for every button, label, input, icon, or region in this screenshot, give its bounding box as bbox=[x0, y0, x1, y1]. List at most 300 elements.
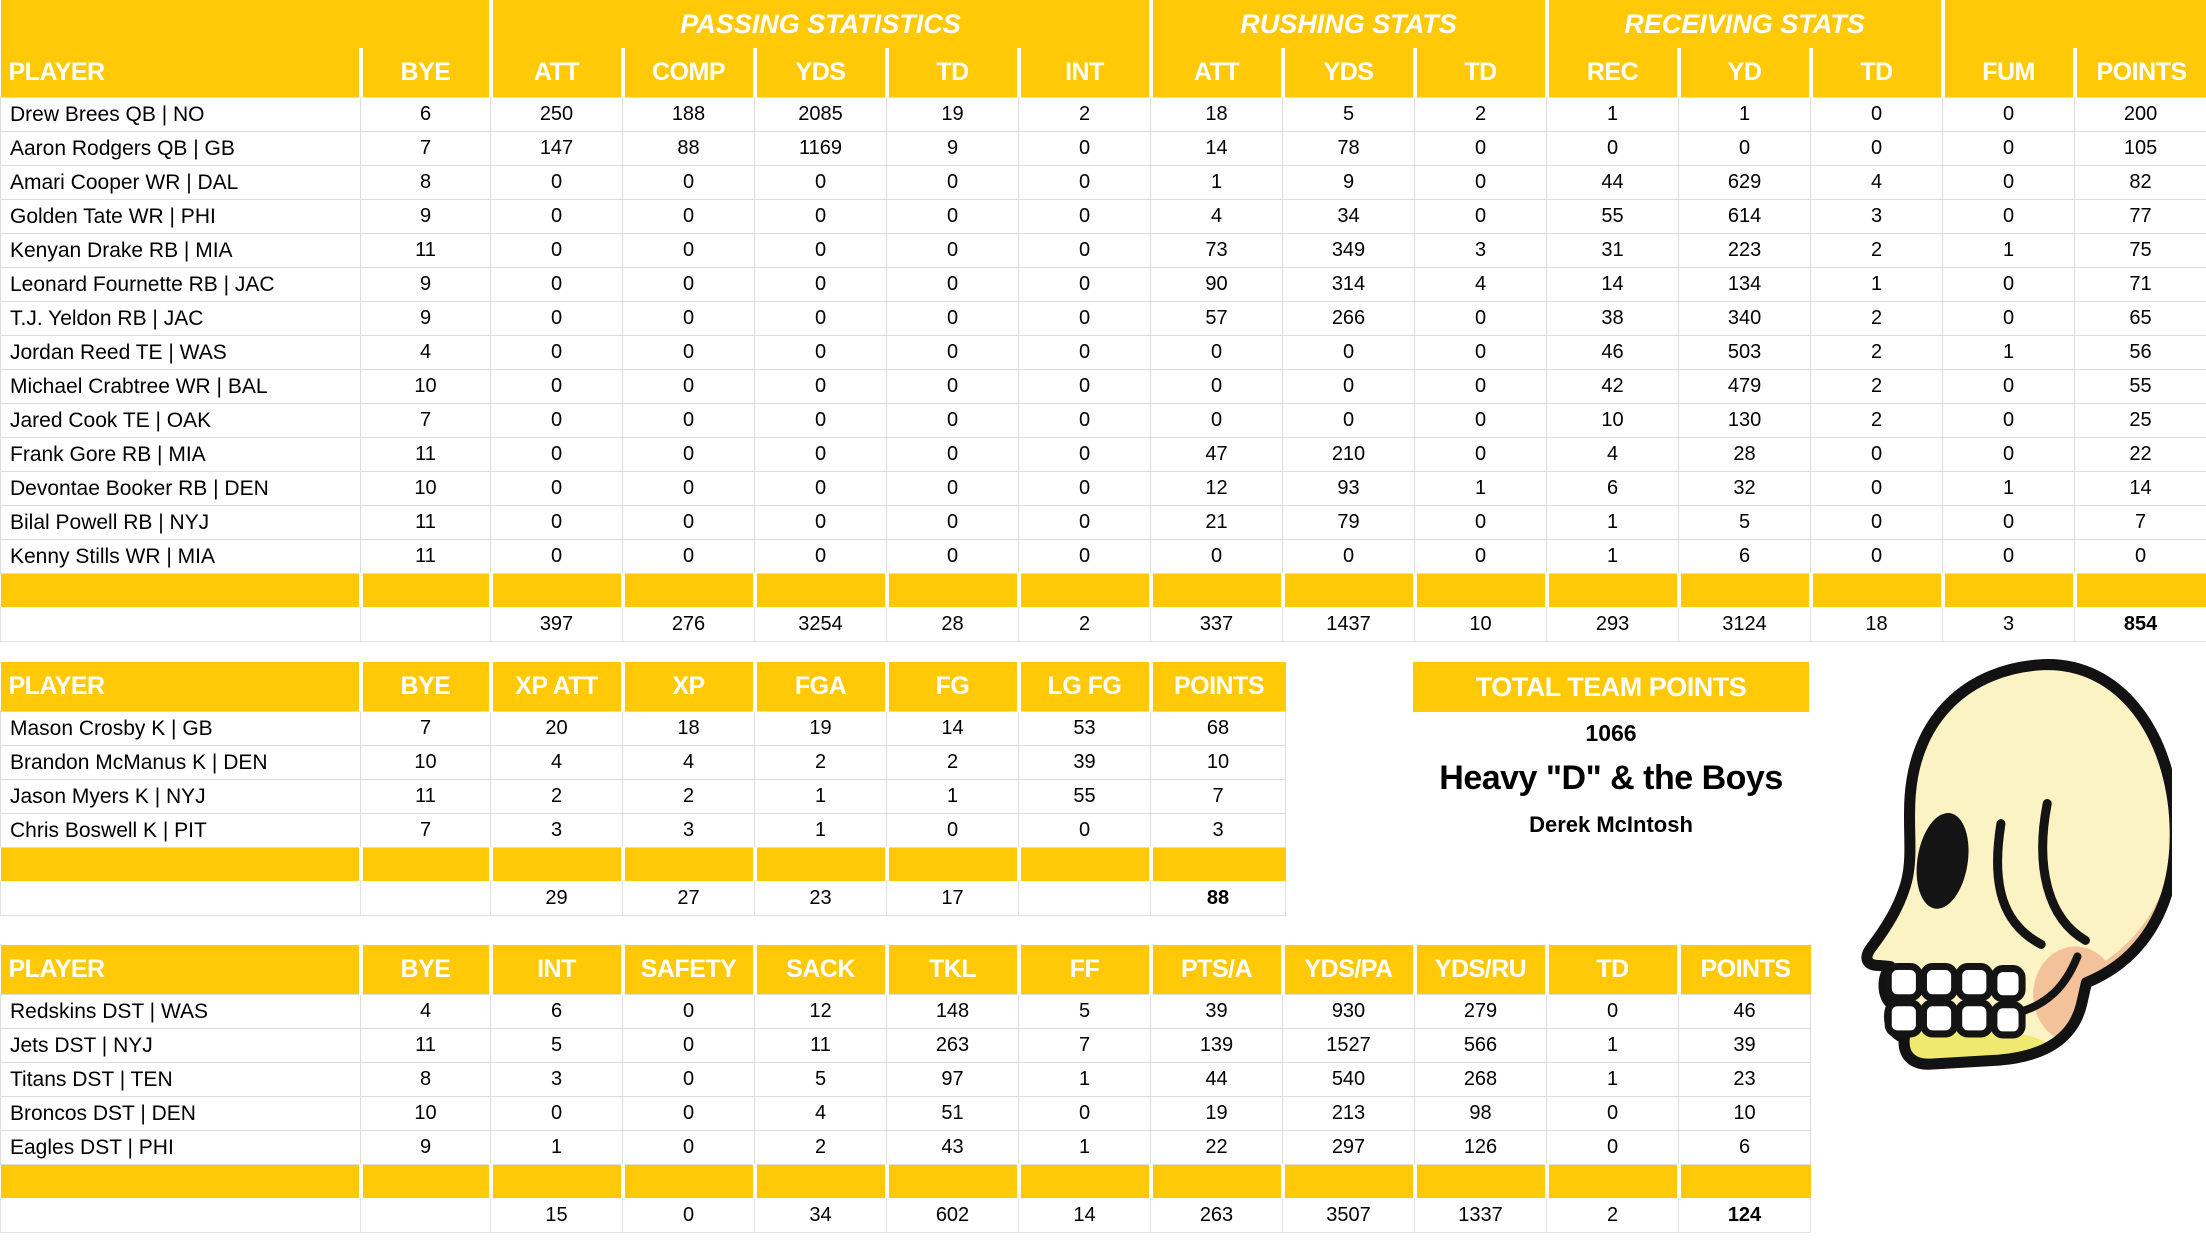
stat-cell: 349 bbox=[1283, 234, 1415, 268]
stat-cell: 23 bbox=[1679, 1063, 1811, 1097]
stat-cell: 4 bbox=[1811, 166, 1943, 200]
stat-cell: 10 bbox=[361, 472, 491, 506]
total-cell: 88 bbox=[1151, 881, 1286, 916]
stat-cell: 71 bbox=[2075, 268, 2206, 302]
spacer-cell bbox=[2075, 574, 2206, 608]
stat-cell: 14 bbox=[887, 712, 1019, 746]
column-header-fga: FGA bbox=[755, 662, 887, 712]
stat-cell: 2 bbox=[755, 1131, 887, 1165]
stat-cell: 1 bbox=[755, 780, 887, 814]
stat-cell: 90 bbox=[1151, 268, 1283, 302]
spacer-cell bbox=[361, 848, 491, 882]
stat-cell: 0 bbox=[1547, 1097, 1679, 1131]
stat-cell: 0 bbox=[623, 540, 755, 574]
table-row bbox=[1, 234, 2206, 268]
player-cell: Golden Tate WR | PHI bbox=[1, 200, 361, 234]
stat-cell: 5 bbox=[1283, 98, 1415, 132]
column-header-row bbox=[1, 48, 2206, 98]
stat-cell: 1 bbox=[491, 1131, 623, 1165]
stat-cell: 540 bbox=[1283, 1063, 1415, 1097]
stat-cell: 0 bbox=[755, 234, 887, 268]
player-cell: Jared Cook TE | OAK bbox=[1, 404, 361, 438]
spacer-cell bbox=[623, 1165, 755, 1199]
stat-cell: 1 bbox=[887, 780, 1019, 814]
stat-cell: 0 bbox=[1811, 98, 1943, 132]
stat-cell: 0 bbox=[623, 404, 755, 438]
kicker-stats-table bbox=[0, 662, 1286, 916]
total-team-points-value: 1066 bbox=[1585, 720, 1637, 746]
column-header-points: POINTS bbox=[1151, 662, 1286, 712]
column-header-rush-td: TD bbox=[1415, 48, 1547, 98]
table-row bbox=[1, 336, 2206, 370]
stat-cell: 503 bbox=[1679, 336, 1811, 370]
stat-cell: 0 bbox=[491, 438, 623, 472]
stat-cell: 0 bbox=[755, 472, 887, 506]
stat-cell: 0 bbox=[1811, 132, 1943, 166]
stat-cell: 9 bbox=[361, 1131, 491, 1165]
column-header-pass-td: TD bbox=[887, 48, 1019, 98]
stat-cell: 78 bbox=[1283, 132, 1415, 166]
stat-cell: 1 bbox=[1547, 1029, 1679, 1063]
stat-cell: 314 bbox=[1283, 268, 1415, 302]
stat-cell: 0 bbox=[1943, 132, 2075, 166]
column-header-sack: SACK bbox=[755, 945, 887, 995]
total-cell: 1437 bbox=[1283, 607, 1415, 642]
stat-cell: 200 bbox=[2075, 98, 2206, 132]
player-cell: T.J. Yeldon RB | JAC bbox=[1, 302, 361, 336]
stat-cell: 0 bbox=[1019, 200, 1151, 234]
total-cell: 14 bbox=[1019, 1198, 1151, 1233]
total-cell: 3 bbox=[1943, 607, 2075, 642]
stat-cell: 53 bbox=[1019, 712, 1151, 746]
stat-cell: 28 bbox=[1679, 438, 1811, 472]
stat-cell: 25 bbox=[2075, 404, 2206, 438]
column-header-player: PLAYER bbox=[1, 945, 361, 995]
total-cell: 29 bbox=[491, 881, 623, 916]
column-header-rush-yds: YDS bbox=[1283, 48, 1415, 98]
stat-cell: 1 bbox=[1547, 506, 1679, 540]
stat-cell: 0 bbox=[755, 200, 887, 234]
stat-cell: 0 bbox=[1019, 438, 1151, 472]
stat-cell: 0 bbox=[623, 336, 755, 370]
stat-cell: 0 bbox=[491, 404, 623, 438]
stat-cell: 9 bbox=[361, 302, 491, 336]
stat-cell: 0 bbox=[887, 336, 1019, 370]
player-cell: Mason Crosby K | GB bbox=[1, 712, 361, 746]
stat-cell: 3 bbox=[1811, 200, 1943, 234]
total-blank-cell bbox=[1, 607, 361, 642]
stat-cell: 0 bbox=[1811, 506, 1943, 540]
stat-cell: 3 bbox=[491, 814, 623, 848]
spacer-cell bbox=[1283, 574, 1415, 608]
stat-cell: 2 bbox=[755, 746, 887, 780]
stat-cell: 223 bbox=[1679, 234, 1811, 268]
column-header-row bbox=[1, 662, 1286, 712]
spacer-cell bbox=[1151, 574, 1283, 608]
total-cell: 0 bbox=[623, 1198, 755, 1233]
table-row bbox=[1, 1131, 1811, 1165]
stat-cell: 148 bbox=[887, 995, 1019, 1029]
stat-cell: 1 bbox=[1547, 540, 1679, 574]
stat-cell: 4 bbox=[1547, 438, 1679, 472]
stat-cell: 1 bbox=[1679, 98, 1811, 132]
stat-cell: 0 bbox=[1943, 438, 2075, 472]
stat-cell: 55 bbox=[1547, 200, 1679, 234]
stat-cell: 0 bbox=[1415, 132, 1547, 166]
stat-cell: 0 bbox=[1151, 370, 1283, 404]
player-cell: Bilal Powell RB | NYJ bbox=[1, 506, 361, 540]
stat-cell: 0 bbox=[1283, 336, 1415, 370]
column-header-bye: BYE bbox=[361, 945, 491, 995]
stat-cell: 9 bbox=[361, 200, 491, 234]
total-cell: 17 bbox=[887, 881, 1019, 916]
total-cell: 3507 bbox=[1283, 1198, 1415, 1233]
stat-cell: 0 bbox=[1019, 814, 1151, 848]
stat-cell: 268 bbox=[1415, 1063, 1547, 1097]
stat-cell: 93 bbox=[1283, 472, 1415, 506]
stat-cell: 2 bbox=[1811, 404, 1943, 438]
stat-cell: 2 bbox=[491, 780, 623, 814]
stat-cell: 0 bbox=[887, 200, 1019, 234]
stat-cell: 105 bbox=[2075, 132, 2206, 166]
total-cell bbox=[361, 607, 491, 642]
column-header-td: TD bbox=[1547, 945, 1679, 995]
table-row bbox=[1, 1097, 1811, 1131]
stat-cell: 479 bbox=[1679, 370, 1811, 404]
dst-stats-table bbox=[0, 945, 1811, 1233]
column-header-points: POINTS bbox=[2075, 48, 2206, 98]
stat-cell: 14 bbox=[1547, 268, 1679, 302]
stat-cell: 11 bbox=[361, 780, 491, 814]
stat-cell: 0 bbox=[623, 370, 755, 404]
stat-cell: 0 bbox=[1811, 540, 1943, 574]
stat-cell: 6 bbox=[1679, 1131, 1811, 1165]
column-header-xp-att: XP ATT bbox=[491, 662, 623, 712]
stat-cell: 21 bbox=[1151, 506, 1283, 540]
table-row bbox=[1, 995, 1811, 1029]
stat-cell: 10 bbox=[1151, 746, 1286, 780]
stat-cell: 0 bbox=[1415, 370, 1547, 404]
stat-cell: 0 bbox=[887, 404, 1019, 438]
column-header-ff: FF bbox=[1019, 945, 1151, 995]
spacer-cell bbox=[887, 1165, 1019, 1199]
table-row bbox=[1, 200, 2206, 234]
player-cell: Amari Cooper WR | DAL bbox=[1, 166, 361, 200]
column-header-int: INT bbox=[1019, 48, 1151, 98]
section-header-row bbox=[1, 0, 2206, 48]
stat-cell: 1169 bbox=[755, 132, 887, 166]
column-header-bye: BYE bbox=[361, 48, 491, 98]
stat-cell: 0 bbox=[1415, 336, 1547, 370]
spacer-cell bbox=[361, 574, 491, 608]
stat-cell: 0 bbox=[623, 1063, 755, 1097]
table-row bbox=[1, 438, 2206, 472]
stat-cell: 10 bbox=[1547, 404, 1679, 438]
stat-cell: 0 bbox=[1679, 132, 1811, 166]
stat-cell: 65 bbox=[2075, 302, 2206, 336]
stat-cell: 0 bbox=[887, 472, 1019, 506]
stat-cell: 39 bbox=[1151, 995, 1283, 1029]
stat-cell: 0 bbox=[1019, 506, 1151, 540]
stat-cell: 39 bbox=[1019, 746, 1151, 780]
spacer-cell bbox=[1679, 574, 1811, 608]
spacer-cell bbox=[755, 1165, 887, 1199]
stat-cell: 0 bbox=[1943, 302, 2075, 336]
stat-cell: 73 bbox=[1151, 234, 1283, 268]
stat-cell: 1 bbox=[1019, 1131, 1151, 1165]
player-cell: Leonard Fournette RB | JAC bbox=[1, 268, 361, 302]
stat-cell: 38 bbox=[1547, 302, 1679, 336]
stat-cell: 22 bbox=[1151, 1131, 1283, 1165]
player-cell: Devontae Booker RB | DEN bbox=[1, 472, 361, 506]
stat-cell: 4 bbox=[491, 746, 623, 780]
stat-cell: 0 bbox=[755, 540, 887, 574]
stat-cell: 0 bbox=[1415, 506, 1547, 540]
skull-image bbox=[1850, 652, 2172, 1110]
spacer-cell bbox=[1, 848, 361, 882]
stat-cell: 0 bbox=[1283, 404, 1415, 438]
column-header-points: POINTS bbox=[1679, 945, 1811, 995]
table-row bbox=[1, 98, 2206, 132]
stat-cell: 130 bbox=[1679, 404, 1811, 438]
stat-cell: 0 bbox=[887, 506, 1019, 540]
stat-cell: 250 bbox=[491, 98, 623, 132]
stat-cell: 4 bbox=[1151, 200, 1283, 234]
table-row bbox=[1, 370, 2206, 404]
total-cell: 2 bbox=[1019, 607, 1151, 642]
stat-cell: 0 bbox=[887, 234, 1019, 268]
stat-cell: 0 bbox=[1811, 438, 1943, 472]
stat-cell: 77 bbox=[2075, 200, 2206, 234]
section-blank bbox=[1, 0, 491, 48]
total-cell: 854 bbox=[2075, 607, 2206, 642]
table-row bbox=[1, 268, 2206, 302]
table-row bbox=[1, 1063, 1811, 1097]
spacer-cell bbox=[1811, 574, 1943, 608]
stat-cell: 5 bbox=[1019, 995, 1151, 1029]
stat-cell: 0 bbox=[491, 166, 623, 200]
stat-cell: 134 bbox=[1679, 268, 1811, 302]
stat-cell: 10 bbox=[361, 370, 491, 404]
spacer-cell bbox=[1151, 848, 1286, 882]
stat-cell: 0 bbox=[755, 336, 887, 370]
stat-cell: 19 bbox=[887, 98, 1019, 132]
column-header-safety: SAFETY bbox=[623, 945, 755, 995]
stat-cell: 0 bbox=[1019, 132, 1151, 166]
stat-cell: 20 bbox=[491, 712, 623, 746]
table-row bbox=[1, 132, 2206, 166]
spacer-cell bbox=[1151, 1165, 1283, 1199]
spacer-cell bbox=[1019, 1165, 1151, 1199]
stat-cell: 0 bbox=[1151, 404, 1283, 438]
stat-cell: 0 bbox=[1019, 336, 1151, 370]
column-header-rec-td: TD bbox=[1811, 48, 1943, 98]
stat-cell: 0 bbox=[623, 166, 755, 200]
stat-cell: 0 bbox=[1415, 404, 1547, 438]
table-row bbox=[1, 506, 2206, 540]
stat-cell: 4 bbox=[1415, 268, 1547, 302]
stat-cell: 0 bbox=[1151, 336, 1283, 370]
stat-cell: 0 bbox=[1283, 370, 1415, 404]
total-cell: 18 bbox=[1811, 607, 1943, 642]
column-header-yds-ru: YDS/RU bbox=[1415, 945, 1547, 995]
skull-icon bbox=[1850, 652, 2172, 1110]
stat-cell: 0 bbox=[1019, 234, 1151, 268]
column-header-row bbox=[1, 945, 1811, 995]
player-cell: Redskins DST | WAS bbox=[1, 995, 361, 1029]
stat-cell: 213 bbox=[1283, 1097, 1415, 1131]
stat-cell: 9 bbox=[887, 132, 1019, 166]
stat-cell: 9 bbox=[1283, 166, 1415, 200]
total-cell: 276 bbox=[623, 607, 755, 642]
spacer-cell bbox=[755, 574, 887, 608]
stat-cell: 42 bbox=[1547, 370, 1679, 404]
stat-cell: 3 bbox=[491, 1063, 623, 1097]
table-row bbox=[1, 540, 2206, 574]
player-cell: Drew Brees QB | NO bbox=[1, 98, 361, 132]
stat-cell: 12 bbox=[1151, 472, 1283, 506]
stat-cell: 1 bbox=[755, 814, 887, 848]
stat-cell: 22 bbox=[2075, 438, 2206, 472]
stat-cell: 0 bbox=[887, 370, 1019, 404]
stat-cell: 0 bbox=[1019, 166, 1151, 200]
spacer-cell bbox=[1, 1165, 361, 1199]
stat-cell: 7 bbox=[2075, 506, 2206, 540]
total-cell: 602 bbox=[887, 1198, 1019, 1233]
stat-cell: 0 bbox=[755, 268, 887, 302]
column-header-rush-att: ATT bbox=[1151, 48, 1283, 98]
stat-cell: 46 bbox=[1547, 336, 1679, 370]
stat-cell: 43 bbox=[887, 1131, 1019, 1165]
stat-cell: 0 bbox=[1019, 268, 1151, 302]
stat-cell: 2 bbox=[623, 780, 755, 814]
total-cell: 263 bbox=[1151, 1198, 1283, 1233]
column-header-int: INT bbox=[491, 945, 623, 995]
table-row bbox=[1, 780, 1286, 814]
stat-cell: 14 bbox=[1151, 132, 1283, 166]
spacer-row bbox=[1, 574, 2206, 608]
spacer-cell bbox=[1415, 574, 1547, 608]
stat-cell: 19 bbox=[1151, 1097, 1283, 1131]
totals-row bbox=[1, 607, 2206, 642]
stat-cell: 0 bbox=[1415, 166, 1547, 200]
player-cell: Frank Gore RB | MIA bbox=[1, 438, 361, 472]
stat-cell: 0 bbox=[755, 404, 887, 438]
spacer-cell bbox=[491, 574, 623, 608]
table-row bbox=[1, 746, 1286, 780]
stat-cell: 266 bbox=[1283, 302, 1415, 336]
table-row bbox=[1, 404, 2206, 438]
stat-cell: 2 bbox=[887, 746, 1019, 780]
stat-cell: 0 bbox=[491, 370, 623, 404]
total-cell bbox=[361, 1198, 491, 1233]
stat-cell: 5 bbox=[491, 1029, 623, 1063]
stat-cell: 188 bbox=[623, 98, 755, 132]
stat-cell: 0 bbox=[1019, 1097, 1151, 1131]
stat-cell: 6 bbox=[1547, 472, 1679, 506]
player-cell: Kenyan Drake RB | MIA bbox=[1, 234, 361, 268]
stat-cell: 88 bbox=[623, 132, 755, 166]
stat-cell: 1 bbox=[1151, 166, 1283, 200]
total-cell bbox=[361, 881, 491, 916]
stat-cell: 0 bbox=[755, 166, 887, 200]
stat-cell: 0 bbox=[623, 472, 755, 506]
total-cell: 3254 bbox=[755, 607, 887, 642]
column-header-comp: COMP bbox=[623, 48, 755, 98]
totals-row bbox=[1, 881, 1286, 916]
total-blank-cell bbox=[1, 1198, 361, 1233]
stat-cell: 7 bbox=[1151, 780, 1286, 814]
stat-cell: 2 bbox=[1811, 234, 1943, 268]
player-cell: Eagles DST | PHI bbox=[1, 1131, 361, 1165]
stat-cell: 47 bbox=[1151, 438, 1283, 472]
spacer-row bbox=[1, 848, 1286, 882]
stat-cell: 0 bbox=[755, 438, 887, 472]
stat-cell: 0 bbox=[623, 1131, 755, 1165]
stat-cell: 82 bbox=[2075, 166, 2206, 200]
stat-cell: 0 bbox=[887, 268, 1019, 302]
spacer-cell bbox=[1547, 1165, 1679, 1199]
column-header-lg-fg: LG FG bbox=[1019, 662, 1151, 712]
spacer-cell bbox=[755, 848, 887, 882]
stat-cell: 1 bbox=[1415, 472, 1547, 506]
stat-cell: 18 bbox=[1151, 98, 1283, 132]
stat-cell: 44 bbox=[1547, 166, 1679, 200]
stat-cell: 55 bbox=[2075, 370, 2206, 404]
table-row bbox=[1, 302, 2206, 336]
player-cell: Aaron Rodgers QB | GB bbox=[1, 132, 361, 166]
total-team-points-panel bbox=[1413, 662, 1809, 838]
stat-cell: 0 bbox=[1943, 166, 2075, 200]
player-cell: Jets DST | NYJ bbox=[1, 1029, 361, 1063]
total-cell: 10 bbox=[1415, 607, 1547, 642]
total-cell: 293 bbox=[1547, 607, 1679, 642]
stat-cell: 12 bbox=[755, 995, 887, 1029]
column-header-pass-yds: YDS bbox=[755, 48, 887, 98]
stat-cell: 11 bbox=[361, 540, 491, 574]
spacer-cell bbox=[1679, 1165, 1811, 1199]
stat-cell: 2 bbox=[1811, 302, 1943, 336]
stat-cell: 39 bbox=[1679, 1029, 1811, 1063]
stat-cell: 6 bbox=[491, 995, 623, 1029]
table-row bbox=[1, 472, 2206, 506]
totals-row bbox=[1, 1198, 1811, 1233]
spacer-cell bbox=[1415, 1165, 1547, 1199]
stat-cell: 0 bbox=[755, 506, 887, 540]
stat-cell: 2 bbox=[1019, 98, 1151, 132]
spacer-cell bbox=[1943, 574, 2075, 608]
stat-cell: 0 bbox=[887, 540, 1019, 574]
stat-cell: 4 bbox=[755, 1097, 887, 1131]
stat-cell: 1 bbox=[1019, 1063, 1151, 1097]
spacer-cell bbox=[1283, 1165, 1415, 1199]
section-blank bbox=[1943, 0, 2206, 48]
stat-cell: 0 bbox=[1943, 506, 2075, 540]
stat-cell: 1 bbox=[1547, 1063, 1679, 1097]
column-header-pass-att: ATT bbox=[491, 48, 623, 98]
stat-cell: 3 bbox=[1151, 814, 1286, 848]
spacer-cell bbox=[491, 848, 623, 882]
stat-cell: 2085 bbox=[755, 98, 887, 132]
stat-cell: 2 bbox=[1415, 98, 1547, 132]
player-cell: Jason Myers K | NYJ bbox=[1, 780, 361, 814]
stat-cell: 0 bbox=[1811, 472, 1943, 506]
spacer-cell bbox=[491, 1165, 623, 1199]
stat-cell: 3 bbox=[623, 814, 755, 848]
stat-cell: 75 bbox=[2075, 234, 2206, 268]
stat-cell: 263 bbox=[887, 1029, 1019, 1063]
stat-cell: 0 bbox=[1019, 404, 1151, 438]
